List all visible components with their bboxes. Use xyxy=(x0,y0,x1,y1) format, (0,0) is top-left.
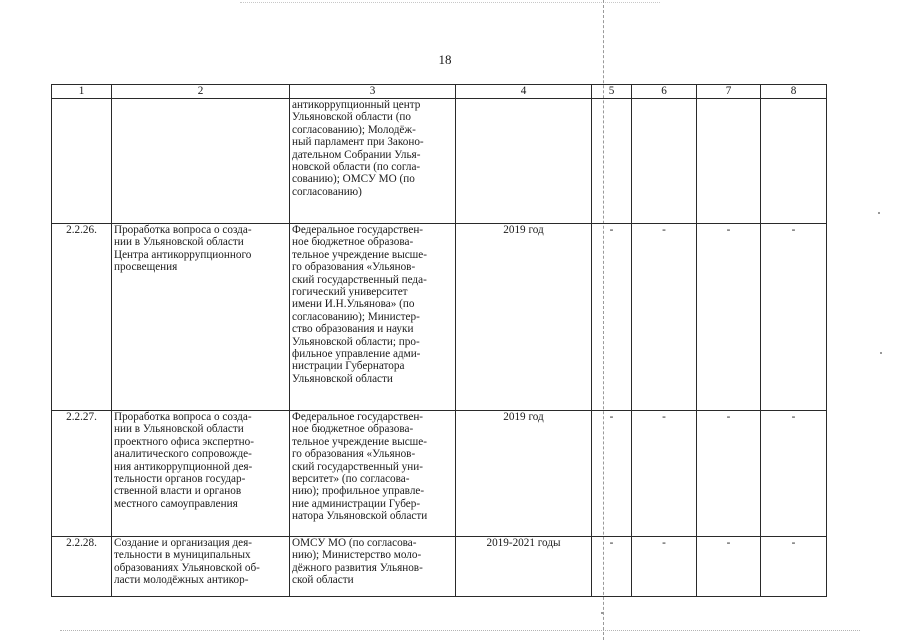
cell-col6: - xyxy=(632,537,697,597)
cell-col5: - xyxy=(592,537,632,597)
table-row xyxy=(52,411,827,537)
cell-col8: - xyxy=(761,537,827,597)
scan-artifact-top xyxy=(240,2,660,3)
item-term: 2019-2021 годы xyxy=(456,537,592,597)
item-executors: Федеральное государствен- ное бюджетное образова- тельное учреждение высше- го образования «Ульянов- ский государственный уни- верситет» (по согласова- нию); профильное управле- ние администрации Губер- натора Ульяновской области xyxy=(290,411,456,537)
cell-col6: - xyxy=(632,224,697,411)
cell-col7 xyxy=(697,99,761,224)
column-number: 7 xyxy=(697,85,761,99)
table-row xyxy=(52,99,827,224)
cell-col6: - xyxy=(632,411,697,537)
item-number: 2.2.28. xyxy=(52,537,112,597)
cell-col5 xyxy=(592,99,632,224)
item-name xyxy=(112,99,290,224)
cell-col5: - xyxy=(592,224,632,411)
scan-speck xyxy=(878,212,880,214)
item-number: 2.2.27. xyxy=(52,411,112,537)
table-row xyxy=(52,537,827,597)
column-number: 5 xyxy=(592,85,632,99)
item-name: Проработка вопроса о созда- нии в Ульяновской области проектного офиса экспертно- аналитического сопровожде- ния антикоррупционной дея- тельности органов государ- ственной власти и органов местного самоуправления xyxy=(112,411,290,537)
item-term xyxy=(456,99,592,224)
item-executors: Федеральное государствен- ное бюджетное образова- тельное учреждение высше- го образования «Ульянов- ский государственный педа- гогический университет имени И.Н.Ульянова» (по согласованию); Министер- ство образования и науки Ульяновской области; про- фильное управление адми- нистрации Губернатора Ульяновской области xyxy=(290,224,456,411)
cell-col6 xyxy=(632,99,697,224)
item-term: 2019 год xyxy=(456,224,592,411)
page-number: 18 xyxy=(438,52,452,67)
scan-speck xyxy=(601,612,603,614)
cell-col5: - xyxy=(592,411,632,537)
item-name: Проработка вопроса о созда- нии в Ульяновской области Центра антикоррупционного просвещения xyxy=(112,224,290,411)
item-name: Создание и организация дея- тельности в муниципальных образованиях Ульяновской об- ласти молодёжных антикор- xyxy=(112,537,290,597)
column-number: 3 xyxy=(290,85,456,99)
item-number xyxy=(52,99,112,224)
table-row xyxy=(52,224,827,411)
scan-artifact-bottom xyxy=(60,630,860,631)
column-number: 1 xyxy=(52,85,112,99)
column-number: 6 xyxy=(632,85,697,99)
column-number: 8 xyxy=(761,85,827,99)
plan-table xyxy=(51,84,827,597)
cell-col7: - xyxy=(697,537,761,597)
cell-col8: - xyxy=(761,224,827,411)
column-number: 4 xyxy=(456,85,592,99)
cell-col7: - xyxy=(697,411,761,537)
item-term: 2019 год xyxy=(456,411,592,537)
scan-speck xyxy=(880,352,882,354)
column-number-row xyxy=(52,85,827,99)
cell-col8: - xyxy=(761,411,827,537)
item-executors: антикоррупционный центр Ульяновской области (по согласованию); Молодёж- ный парламент при Законо- дательном Собрании Улья- новской области (по согла- сованию); ОМСУ МО (по согласованию) xyxy=(290,99,456,224)
cell-col8 xyxy=(761,99,827,224)
item-executors: ОМСУ МО (по согласова- нию); Министерство моло- дёжного развития Ульянов- ской области xyxy=(290,537,456,597)
column-number: 2 xyxy=(112,85,290,99)
item-number: 2.2.26. xyxy=(52,224,112,411)
cell-col7: - xyxy=(697,224,761,411)
